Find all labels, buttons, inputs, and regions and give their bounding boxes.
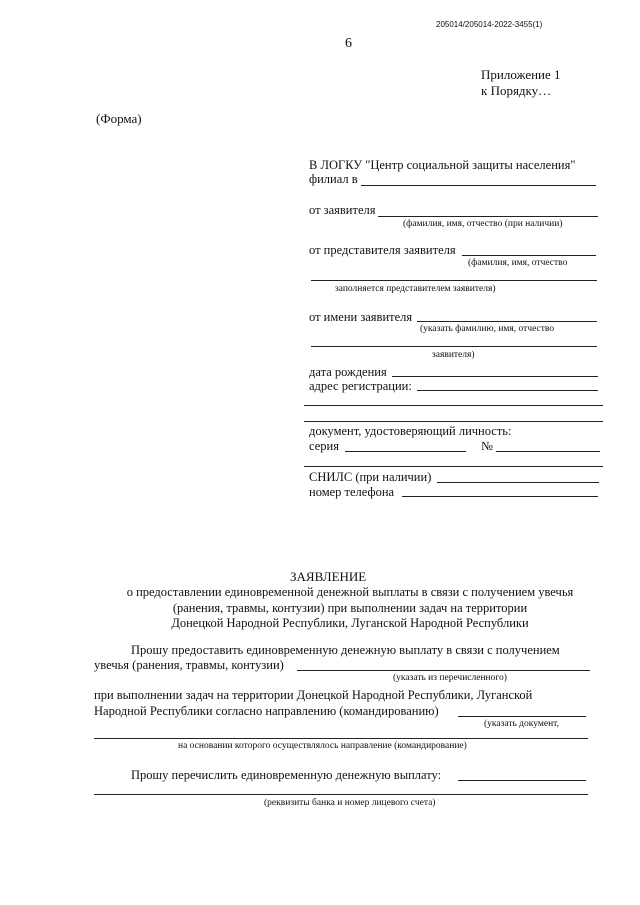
representative-field-line-2 xyxy=(311,280,597,281)
assignment-document-hint: (указать документ, xyxy=(484,719,559,729)
page-number: 6 xyxy=(345,36,352,51)
request-paragraph-line-3: при выполнении задач на территории Донецкой Народной Республики, Луганской xyxy=(94,688,533,702)
applicant-field-hint: (фамилия, имя, отчество (при наличии) xyxy=(403,219,563,229)
payment-request-line: Прошу перечислить единовременную денежную выплату: xyxy=(131,768,442,782)
statement-title: ЗАЯВЛЕНИЕ xyxy=(290,569,367,584)
number-field-line xyxy=(496,451,600,452)
assignment-document-field-line-2 xyxy=(94,738,588,739)
payment-details-field-line xyxy=(458,780,586,781)
address-field-line-3 xyxy=(304,421,603,422)
payment-details-hint: (реквизиты банка и номер лицевого счета) xyxy=(264,798,436,808)
addressee-organization: В ЛОГКУ "Центр социальной защиты населения" xyxy=(309,158,576,172)
applicant-label: от заявителя xyxy=(309,203,376,217)
assignment-document-field-line xyxy=(458,716,586,717)
representative-note: заполняется представителем заявителя) xyxy=(335,284,496,294)
request-paragraph-line-4: Народной Республики согласно направлению (командированию) xyxy=(94,704,439,718)
representative-field-line xyxy=(462,255,596,256)
statement-subtitle-2: (ранения, травмы, контузии) при выполнении задач на территории xyxy=(172,601,528,615)
document-id: 205014/205014-2022-3455(1) xyxy=(436,20,543,29)
phone-label: номер телефона xyxy=(309,485,395,499)
representative-label: от представителя заявителя xyxy=(309,243,456,257)
snils-label: СНИЛС (при наличии) xyxy=(309,470,432,484)
applicant-field-line xyxy=(378,216,598,217)
injury-type-hint: (указать из перечисленного) xyxy=(393,673,507,683)
assignment-document-hint-2: на основании которого осуществлялось направление (командирование) xyxy=(178,741,467,751)
on-behalf-label: от имени заявителя xyxy=(309,310,413,324)
statement-subtitle-1: о предоставлении единовременной денежной выплаты в связи с получением увечья xyxy=(126,585,574,599)
snils-field-line xyxy=(437,482,599,483)
injury-type-field-line xyxy=(297,670,590,671)
payment-details-field-line-2 xyxy=(94,794,588,795)
id-document-field-line xyxy=(304,466,603,467)
appendix-title: Приложение 1 xyxy=(481,67,561,82)
series-field-line xyxy=(345,451,466,452)
request-paragraph-line-2: увечья (ранения, травмы, контузии) xyxy=(94,658,284,672)
branch-field-line xyxy=(361,185,596,186)
on-behalf-field-line xyxy=(417,321,597,322)
birth-date-label: дата рождения xyxy=(309,365,387,379)
birth-date-field-line xyxy=(392,376,598,377)
on-behalf-field-line-2 xyxy=(311,346,597,347)
address-label: адрес регистрации: xyxy=(309,379,412,393)
request-paragraph-line-1: Прошу предоставить единовременную денежную выплату в связи с получением xyxy=(131,643,560,657)
branch-label: филиал в xyxy=(309,172,358,186)
id-document-label: документ, удостоверяющий личность: xyxy=(309,424,512,438)
address-field-line-2 xyxy=(304,405,603,406)
series-label: серия xyxy=(309,439,339,453)
number-sign: № xyxy=(481,439,493,453)
on-behalf-field-hint: (указать фамилию, имя, отчество xyxy=(420,324,555,334)
phone-field-line xyxy=(402,496,598,497)
on-behalf-field-hint-2: заявителя) xyxy=(432,350,475,360)
statement-subtitle-3: Донецкой Народной Республики, Луганской Народной Республики xyxy=(171,616,529,630)
representative-field-hint: (фамилия, имя, отчество xyxy=(468,258,568,268)
appendix-reference: к Порядку… xyxy=(481,83,552,98)
address-field-line xyxy=(417,390,598,391)
form-label: (Форма) xyxy=(96,111,142,126)
